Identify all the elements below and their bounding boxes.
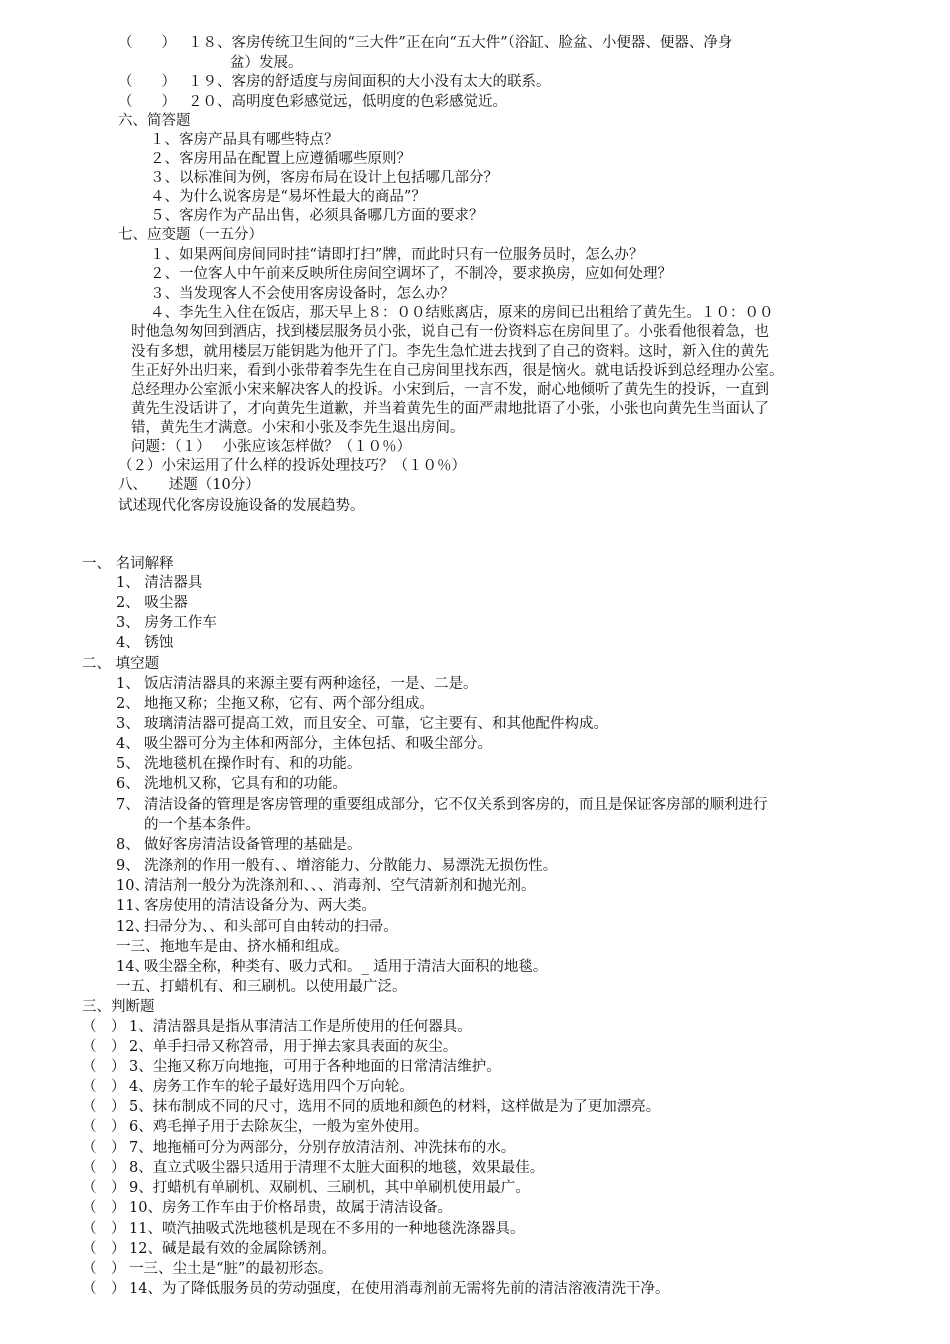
judge-paren: （ ） <box>82 1261 126 1277</box>
fill-item: 做好客房清洁设备管理的基础是。 <box>144 837 362 853</box>
fill-number: 12、 <box>116 919 149 935</box>
judge-paren: （ ） <box>118 35 176 51</box>
fill-number: 一三、 <box>116 939 160 955</box>
section-title: 六、简答题 <box>118 113 191 129</box>
case-line: 时他急匆匆回到酒店，找到楼层服务员小张，说自己有一份资料忘在房间里了。小张看他很着急，也 <box>131 324 769 340</box>
fill-item: 客房使用的清洁设备分为、两大类。 <box>144 898 376 914</box>
case-line: 没有多想，就用楼层万能钥匙为他开了门。李先生急忙进去找到了自己的资料。这时，新入住的黄先 <box>131 344 769 360</box>
judge-item: 10、房务工作车由于价格昂贵，故属于清洁设备。 <box>129 1200 452 1216</box>
judge-item: 12、碱是最有效的金属除锈剂。 <box>129 1241 336 1257</box>
question-item: ２、一位客人中午前来反映所住房间空调坏了，不制冷，要求换房，应如何处理？ <box>150 266 672 282</box>
question-item: ３、以标准间为例，客房布局在设计上包括哪几部分？ <box>150 170 498 186</box>
case-line: 生正好外出归来，看到小张带着李先生在自己房间里找东西，很是恼火。就电话投诉到总经理办公室。 <box>131 363 784 379</box>
fill-number: 5、 <box>116 756 140 772</box>
fill-number: 7、 <box>116 797 140 813</box>
judge-paren: （ ） <box>82 1039 126 1055</box>
case-question: （２）小宋运用了什么样的投诉处理技巧？（１０％） <box>118 458 466 474</box>
judge-item: 3、尘拖又称万向地拖，可用于各种地面的日常清洁维护。 <box>129 1059 501 1075</box>
judge-paren: （ ） <box>82 1180 126 1196</box>
judge-paren: （ ） <box>82 1019 126 1035</box>
judge-item: 8、直立式吸尘器只适用于清理不太脏大面积的地毯，效果最佳。 <box>129 1160 545 1176</box>
fill-item: 玻璃清洁器可提高工效，而且安全、可靠，它主要有、和其他配件构成。 <box>144 716 608 732</box>
fill-number: 8、 <box>116 837 140 853</box>
judge-paren: （ ） <box>82 1140 126 1156</box>
fill-number: 11、 <box>116 898 149 914</box>
judge-paren: （ ） <box>118 74 176 90</box>
judge-paren: （ ） <box>82 1079 126 1095</box>
fill-item: 吸尘器全称，种类有、吸力式和。_ 适用于清洁大面积的地毯。 <box>144 959 548 975</box>
fill-number: 9、 <box>116 858 140 874</box>
case-line: 错，黄先生才满意。小宋和小张及李先生退出房间。 <box>131 420 465 436</box>
section-title: 一、 名词解释 <box>82 556 174 572</box>
judge-item-continued: 盆）发展。 <box>230 55 303 71</box>
term-item: 2、 吸尘器 <box>116 595 188 611</box>
question-item: ２、客房用品在配置上应遵循哪些原则？ <box>150 151 411 167</box>
fill-number: 一五、 <box>116 979 160 995</box>
case-question: 问题：（１） 小张应该怎样做？（１０％） <box>131 439 412 455</box>
fill-number: 6、 <box>116 776 140 792</box>
judge-item: 9、打蜡机有单刷机、双刷机、三刷机，其中单刷机使用最广。 <box>129 1180 530 1196</box>
judge-item: 2、单手扫帚又称笤帚，用于掸去家具表面的灰尘。 <box>129 1039 458 1055</box>
case-line: 黄先生没话讲了，才向黄先生道歉，并当着黄先生的面严肃地批语了小张，小张也向黄先生当面认了 <box>131 401 769 417</box>
fill-item: 清洁设备的管理是客房管理的重要组成部分，它不仅关系到客房的，而且是保证客房部的顺利进行 <box>144 797 768 813</box>
fill-item: 清洁剂一般分为洗涤剂和、、、消毒剂、空气清新剂和抛光剂。 <box>144 878 536 894</box>
judge-item: 一三、尘土是“脏”的最初形态。 <box>129 1261 333 1277</box>
judge-item: ２０、高明度色彩感觉远，低明度的色彩感觉近。 <box>188 94 507 110</box>
judge-item: 7、地拖桶可分为两部分，分别存放清洁剂、冲洗抹布的水。 <box>129 1140 516 1156</box>
term-item: 4、 锈蚀 <box>116 635 174 651</box>
judge-paren: （ ） <box>82 1241 126 1257</box>
fill-item: 洗地机又称，它具有和的功能。 <box>144 776 347 792</box>
question-item: ４、为什么说客房是“易坏性最大的商品”？ <box>150 189 426 205</box>
fill-item: 地拖又称；尘拖又称，它有、两个部分组成。 <box>144 696 434 712</box>
fill-number: 10、 <box>116 878 149 894</box>
question-item: ３、当发现客人不会使用客房设备时，怎么办？ <box>150 286 455 302</box>
fill-item: 洗涤剂的作用一般有、、增溶能力、分散能力、易漂洗无损伤性。 <box>144 858 558 874</box>
judge-item: 6、鸡毛掸子用于去除灰尘，一般为室外使用。 <box>129 1119 429 1135</box>
judge-paren: （ ） <box>82 1200 126 1216</box>
section-title: 二、 填空题 <box>82 656 160 672</box>
fill-item: 拖地车是由、挤水桶和组成。 <box>160 939 349 955</box>
judge-item: 14、为了降低服务员的劳动强度，在使用消毒剂前无需将先前的清洁溶液清洗干净。 <box>129 1281 670 1297</box>
judge-item: 5、抹布制成不同的尺寸，选用不同的质地和颜色的材料，这样做是为了更加漂亮。 <box>129 1099 661 1115</box>
case-line: ４、李先生入住在饭店，那天早上８：００结账离店，原来的房间已出租给了黄先生。１０：００ <box>150 305 774 321</box>
section-title: 三、判断题 <box>82 999 155 1015</box>
question-item: １、如果两间房间同时挂“请即打扫”牌，而此时只有一位服务员时，怎么办？ <box>150 247 644 263</box>
fill-item: 饭店清洁器具的来源主要有两种途径，一是、二是。 <box>144 676 478 692</box>
fill-item: 吸尘器可分为主体和两部分，主体包括、和吸尘部分。 <box>144 736 492 752</box>
judge-item: １９、客房的舒适度与房间面积的大小没有太大的联系。 <box>188 74 551 90</box>
fill-number: 4、 <box>116 736 140 752</box>
judge-paren: （ ） <box>82 1059 126 1075</box>
fill-number: 3、 <box>116 716 140 732</box>
judge-paren: （ ） <box>82 1099 126 1115</box>
judge-paren: （ ） <box>118 94 176 110</box>
fill-item: 打蜡机有、和三刷机。以使用最广泛。 <box>160 979 407 995</box>
section-title: 七、应变题（一五分） <box>118 227 263 243</box>
fill-item-continued: 的一个基本条件。 <box>144 817 260 833</box>
fill-number: 1、 <box>116 676 140 692</box>
question-item: １、客房产品具有哪些特点？ <box>150 132 339 148</box>
fill-number: 2、 <box>116 696 140 712</box>
case-line: 总经理办公室派小宋来解决客人的投诉。小宋到后，一言不发，耐心地倾听了黄先生的投诉，一直到 <box>131 382 769 398</box>
judge-item: 11、喷汽抽吸式洗地毯机是现在不多用的一种地毯洗涤器具。 <box>129 1221 525 1237</box>
fill-item: 扫帚分为、、和头部可自由转动的扫帚。 <box>144 919 398 935</box>
term-item: 3、 房务工作车 <box>116 615 217 631</box>
judge-item: 1、清洁器具是指从事清洁工作是所使用的任何器具。 <box>129 1019 472 1035</box>
fill-number: 14、 <box>116 959 149 975</box>
question-item: ５、客房作为产品出售，必须具备哪几方面的要求？ <box>150 208 484 224</box>
essay-question: 试述现代化客房设施设备的发展趋势。 <box>118 498 365 514</box>
section-title: 八、 述题（10分） <box>118 477 260 493</box>
judge-paren: （ ） <box>82 1221 126 1237</box>
judge-item: １８、客房传统卫生间的“三大件”正在向“五大件”（浴缸、脸盆、小便器、便器、净身 <box>188 35 733 51</box>
judge-paren: （ ） <box>82 1160 126 1176</box>
judge-item: 4、房务工作车的轮子最好选用四个万向轮。 <box>129 1079 414 1095</box>
fill-item: 洗地毯机在操作时有、和的功能。 <box>144 756 362 772</box>
term-item: 1、 清洁器具 <box>116 575 203 591</box>
judge-paren: （ ） <box>82 1119 126 1135</box>
judge-paren: （ ） <box>82 1281 126 1297</box>
